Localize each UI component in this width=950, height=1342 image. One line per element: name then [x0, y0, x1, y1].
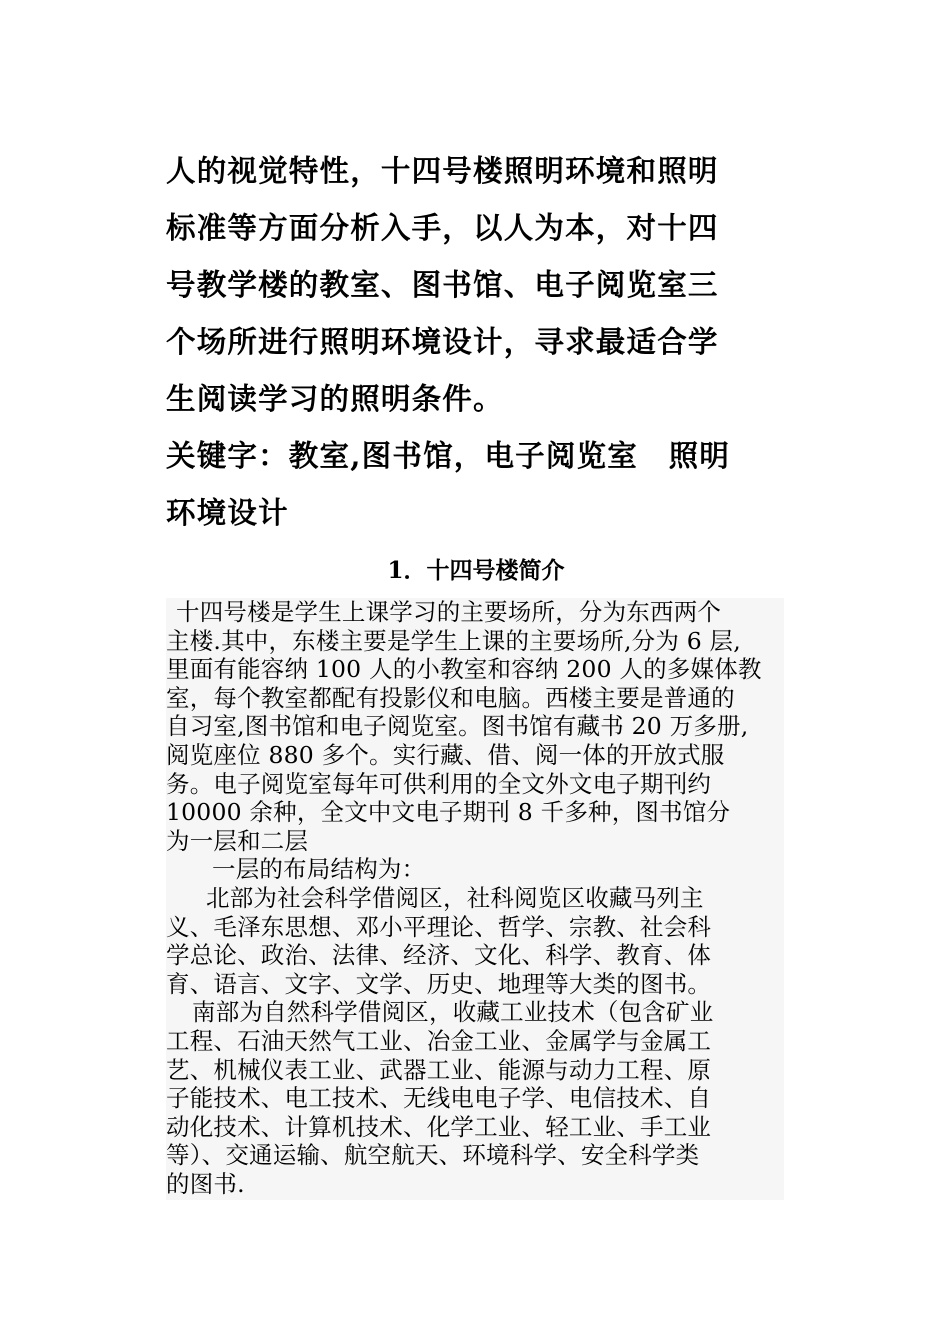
- intro-line-5: 自习室,图书馆和电子阅览室。图书馆有藏书 20 万多册,: [166, 712, 749, 741]
- section-body: [166, 598, 784, 1200]
- south-line-2: 工程、石油天然气工业、冶金工业、金属学与金属工: [166, 1026, 712, 1055]
- south-line-3: 艺、机械仪表工业、武器工业、能源与动力工程、原: [166, 1055, 712, 1084]
- intro-line-3: 里面有能容纳 100 人的小教室和容纳 200 人的多媒体教: [166, 655, 762, 684]
- abstract-line-2: 标准等方面分析入手，以人为本，对十四: [166, 210, 719, 245]
- south-line-5: 动化技术、计算机技术、化学工业、轻工业、手工业: [166, 1112, 712, 1141]
- intro-line-9: 为一层和二层: [166, 826, 309, 855]
- north-line-1: 北部为社会科学借阅区，社科阅览区收藏马列主: [206, 883, 704, 912]
- abstract-line-5: 生阅读学习的照明条件。: [166, 381, 504, 416]
- north-line-3: 学总论、政治、法律、经济、文化、科学、教育、体: [166, 941, 712, 970]
- abstract-line-1: 人的视觉特性，十四号楼照明环境和照明: [166, 153, 719, 188]
- intro-line-7: 务。电子阅览室每年可供利用的全文外文电子期刊约: [166, 769, 712, 798]
- south-line-7: 的图书.: [166, 1169, 245, 1198]
- south-line-6: 等）、交通运输、航空航天、环境科学、安全科学类: [166, 1141, 700, 1170]
- section-heading: 1．十四号楼简介: [387, 557, 565, 584]
- north-line-4: 育、语言、文字、文学、历史、地理等大类的图书。: [166, 969, 712, 998]
- intro-line-6: 阅览座位 880 多个。实行藏、借、阅一体的开放式服: [166, 740, 725, 769]
- abstract-paragraph: [166, 142, 796, 541]
- intro-line-1: 十四号楼是学生上课学习的主要场所，分为东西两个: [176, 598, 722, 626]
- intro-line-8: 10000 余种，全文中文电子期刊 8 千多种，图书馆分: [166, 798, 731, 827]
- keywords-line-1: 关键字：教室,图书馆，电子阅览室 照明: [166, 438, 731, 473]
- south-line-1: 南部为自然科学借阅区，收藏工业技术（包含矿业: [192, 998, 714, 1027]
- keywords-line-2: 环境设计: [166, 495, 289, 530]
- south-line-4: 子能技术、电工技术、无线电电子学、电信技术、自: [166, 1084, 712, 1113]
- intro-line-2: 主楼.其中，东楼主要是学生上课的主要场所,分为 6 层,: [166, 626, 741, 655]
- abstract-line-4: 个场所进行照明环境设计，寻求最适合学: [166, 324, 719, 359]
- abstract-line-3: 号教学楼的教室、图书馆、电子阅览室三: [166, 267, 719, 302]
- layout-title: 一层的布局结构为：: [212, 855, 426, 884]
- intro-line-4: 室，每个教室都配有投影仪和电脑。西楼主要是普通的: [166, 683, 735, 712]
- north-line-2: 义、毛泽东思想、邓小平理论、哲学、宗教、社会科: [166, 912, 712, 941]
